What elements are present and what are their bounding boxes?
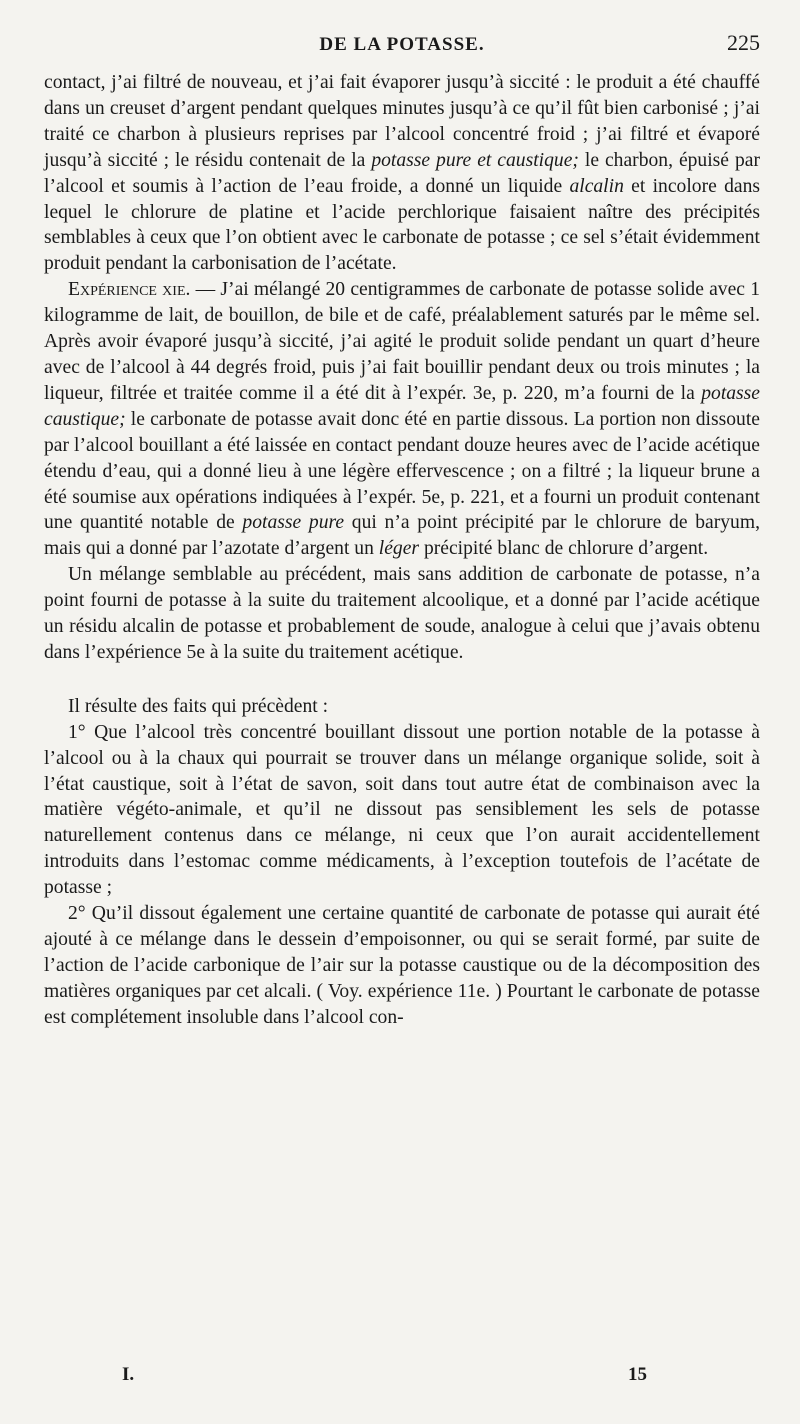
text-run: — J’ai mélangé 20 centigrammes de carbonate de potasse solide avec 1 kilogramme de lait, de bouillon, de bile et de café, préalablement saturés par le même sel. Après avoir évaporé jusqu’à siccité, j’ai agité le produit solide pendant un quart d’heure avec de l’alcool à 44 degrés froid, puis j’ai fait bouillir pendant deux ou trois minutes ; la liqueur, filtrée et traitée comme il a été dit à l’expér. 3e, p. 220, m’a fourni de la bbox=[44, 279, 760, 404]
page-footer bbox=[44, 1364, 760, 1394]
text-run: et incolore dans lequel le chlorure de platine et l’acide perchlorique faisaient naître des précipités semblables à ceux que l’on obtient avec le carbonate de potasse ; ce sel s’était évidemment produit pendant la carbonisation de l’acétate. bbox=[44, 175, 760, 275]
text-run: le charbon, épuisé par l’alcool et soumis à l’action de l’eau froide, a donné un liquide bbox=[44, 149, 760, 197]
italic-text: léger bbox=[378, 538, 420, 560]
sheet-number: 15 bbox=[628, 1364, 647, 1385]
text-run: Un mélange semblable au précédent, mais sans addition de carbonate de potasse, n’a point fourni de potasse à la suite du traitement alcoolique, et a donné par l’acide acétique un résidu alcalin de potasse et probablement de soude, analogue à celui que j’avais obtenu dans l’expérience 5e à la suite du traitement acétique. bbox=[44, 564, 760, 663]
italic-text: potasse pure et caustique; bbox=[371, 149, 579, 171]
paragraph-continuation bbox=[44, 70, 760, 277]
signature-mark: I. bbox=[122, 1364, 135, 1385]
page-number: 225 bbox=[727, 30, 760, 55]
text-run: qui n’a point précipité par le chlorure de baryum, mais qui a donné par l’azotate d’argent un bbox=[44, 512, 760, 560]
running-title: DE LA POTASSE. bbox=[319, 34, 485, 55]
italic-text: alcalin bbox=[569, 175, 624, 197]
paragraph-experience-11 bbox=[44, 277, 760, 562]
text-run: Il résulte des faits qui précèdent : bbox=[68, 695, 329, 717]
running-head bbox=[44, 30, 760, 64]
text-run: 2° Qu’il dissout également une certaine quantité de carbonate de potasse qui aurait été ajouté à ce mélange dans le dessein d’empoisonner, ou qui se serait formé, par suite de l’action de l’acide carbonique de l’air sur la potasse caustique ou de la décomposition des matières organiques par cet alcali. ( Voy. expérience 11e. ) Pourtant le carbonate de potasse est complétement insoluble dans l’alcool con- bbox=[44, 903, 760, 1028]
text-run: contact, j’ai filtré de nouveau, et j’ai fait évaporer jusqu’à siccité : le produit a été chauffé dans un creuset d’argent pendant quelques minutes jusqu’à ce qu’il fût bien carbonisé ; j’ai traité ce charbon à plusieurs reprises par l’alcool concentré froid ; j’ai filtré et évaporé jusqu’à siccité ; le résidu contenait de la bbox=[44, 72, 760, 171]
italic-text: potasse pure bbox=[242, 512, 345, 534]
experiment-heading: Expérience xie. bbox=[68, 279, 191, 301]
paragraph-conclusion-1 bbox=[44, 720, 760, 901]
paragraph-conclusion-intro bbox=[44, 694, 760, 720]
text-run: 1° Que l’alcool très concentré bouillant dissout une portion notable de la potasse à l’alcool ou à la chaux qui pourrait se trouver dans un mélange organique solide, soit à l’état caustique, soit à l’état de savon, soit dans tout autre état de combinaison avec la matière végéto-animale, et qu’il ne dissout pas sensiblement les sels de potasse naturellement contenus dans ce mélange, ni ceux que l’on aurait accidentellement introduits dans l’estomac comme médicaments, à l’exception toutefois de l’acétate de potasse ; bbox=[44, 721, 760, 899]
italic-text: potasse caustique; bbox=[44, 382, 760, 430]
text-run: le carbonate de potasse avait donc été en partie dissous. La portion non dissoute par l’alcool bouillant a été laissée en contact pendant douze heures avec de l’acide acétique étendu d’eau, qui a donné lieu à une légère effervescence ; on a filtré ; la liqueur brune a été soumise aux opérations indiquées à l’expér. 5e, p. 221, et a fourni un produit contenant une quantité notable de bbox=[44, 408, 760, 534]
page-body bbox=[44, 70, 760, 1031]
paragraph-control-mixture bbox=[44, 562, 760, 666]
text-run: précipité blanc de chlorure d’argent. bbox=[419, 538, 709, 560]
paragraph-conclusion-2 bbox=[44, 901, 760, 1031]
